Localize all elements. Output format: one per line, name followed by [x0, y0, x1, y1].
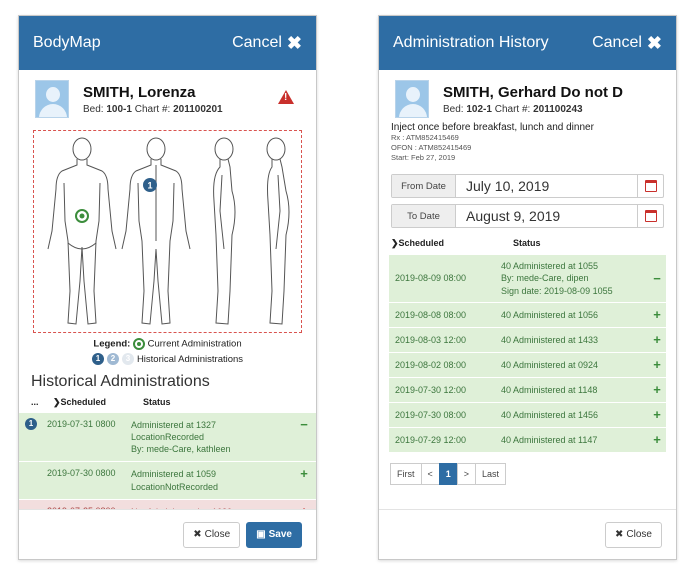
order-ofon: OFON : ATM852415469 [391, 142, 472, 152]
row-status: 40 Administered at 1148 [501, 384, 598, 395]
plus-icon[interactable]: + [653, 357, 661, 373]
column-more: ... [31, 397, 39, 407]
cancel-label: Cancel [592, 34, 642, 51]
to-date-input[interactable]: August 9, 2019 [466, 208, 561, 225]
historical-marker-1 [143, 178, 157, 192]
pager-page-1[interactable]: 1 [439, 463, 458, 485]
dialog-title: Administration History [393, 34, 549, 51]
row-status: 40 Administered at 1055 By: mede-Care, dipen Sign date: 2019-08-09 1055 [501, 261, 613, 296]
plus-icon[interactable]: + [653, 407, 661, 423]
sort-chevron-icon: ❯ [391, 238, 399, 249]
close-icon: ✖ [286, 32, 302, 53]
legend-current: Current Administration [147, 338, 242, 350]
row-scheduled: 2019-08-08 08:00 [395, 309, 467, 320]
table-header [19, 391, 316, 412]
legend-historical-label: Historical Administrations [136, 353, 244, 365]
pager-prev[interactable]: < [421, 463, 440, 485]
pager-last[interactable]: Last [475, 463, 506, 485]
plus-icon[interactable]: + [300, 466, 308, 482]
order-rx: Rx : ATM852415469 [391, 133, 459, 142]
row-status: Administered at 1059 LocationNotRecorded [131, 469, 219, 492]
plus-icon[interactable]: + [653, 332, 661, 348]
row-status: 40 Administered at 1147 [501, 434, 598, 445]
save-button[interactable]: ▣ Save [246, 522, 302, 548]
front-figure [48, 138, 116, 324]
row-scheduled: 2019-07-30 12:00 [395, 384, 467, 395]
plus-icon[interactable]: + [653, 382, 661, 398]
row-scheduled: 2019-08-03 12:00 [395, 334, 467, 345]
dialog-header [379, 16, 676, 70]
row-scheduled: 2019-07-30 08:00 [395, 409, 467, 420]
calendar-icon [645, 210, 657, 222]
legend-historical [19, 353, 316, 365]
column-status: Status [143, 397, 171, 407]
legend [19, 338, 316, 350]
column-scheduled[interactable]: ❯Scheduled [53, 397, 107, 407]
table-row[interactable] [19, 412, 316, 461]
close-icon: ✖ [193, 529, 202, 540]
row-status: 40 Administered at 0924 [501, 359, 599, 370]
current-administration-icon [133, 338, 145, 350]
table-row[interactable] [389, 403, 666, 428]
pagination [391, 463, 664, 485]
row-status: 40 Administered at 1433 [501, 334, 599, 345]
patient-banner [19, 70, 316, 124]
dialog-footer [379, 509, 676, 559]
avatar [395, 80, 429, 118]
row-status: 40 Administered at 1456 [501, 409, 599, 420]
historical-dot-3: 3 [122, 353, 134, 365]
dialog-title: BodyMap [33, 34, 101, 51]
row-status: 40 Administered at 1056 [501, 309, 599, 320]
to-date-label: To Date [392, 205, 456, 227]
plus-icon[interactable]: + [653, 432, 661, 448]
table-row[interactable] [389, 255, 666, 302]
calendar-button[interactable] [637, 205, 663, 227]
table-header [379, 228, 676, 255]
calendar-icon [645, 180, 657, 192]
column-scheduled[interactable]: ❯Scheduled [391, 238, 445, 249]
body-map-canvas[interactable] [33, 130, 302, 333]
order-details [379, 122, 676, 162]
side-figure-right [267, 138, 289, 324]
administration-history-dialog [378, 15, 677, 560]
from-date-field[interactable] [391, 174, 664, 198]
table-row[interactable] [389, 353, 666, 378]
table-row[interactable] [389, 303, 666, 328]
patient-name: SMITH, Gerhard Do not D [443, 83, 623, 101]
side-figure-left [214, 138, 235, 324]
warning-icon[interactable]: ! [278, 90, 294, 104]
back-figure [122, 138, 190, 324]
close-icon: ✖ [615, 529, 624, 540]
history-section-title: Historical Administrations [31, 373, 210, 390]
pager-first[interactable]: First [390, 463, 422, 485]
cancel-button[interactable] [592, 33, 662, 54]
legend-label: Legend: [93, 338, 131, 350]
cancel-button[interactable] [232, 33, 302, 54]
row-scheduled: 2019-07-29 12:00 [395, 434, 467, 445]
table-row[interactable] [389, 328, 666, 353]
dialog-footer [19, 509, 316, 559]
bodymap-dialog [18, 15, 317, 560]
sort-chevron-icon: ❯ [53, 397, 61, 407]
patient-banner [379, 70, 676, 122]
order-instructions: Inject once before breakfast, lunch and dinner [391, 122, 594, 133]
save-icon: ▣ [256, 529, 266, 540]
row-scheduled: 2019-08-09 08:00 [395, 273, 467, 284]
plus-icon[interactable]: + [653, 307, 661, 323]
patient-bed-chart: Bed: 100-1 Chart #: 201100201 [83, 103, 223, 115]
column-status: Status [513, 238, 541, 249]
close-button[interactable]: ✖ Close [183, 522, 240, 548]
order-start: Start: Feb 27, 2019 [391, 152, 456, 162]
table-row[interactable] [389, 378, 666, 403]
historical-dot-2: 2 [107, 353, 119, 365]
minus-icon[interactable]: − [653, 270, 661, 286]
row-scheduled: 2019-07-31 0800 [47, 419, 116, 429]
row-scheduled: 2019-08-02 08:00 [395, 359, 467, 370]
row-status: Administered at 1327 LocationRecorded By: mede-Care, kathleen [131, 420, 231, 455]
patient-bed-chart: Bed: 102-1 Chart #: 201100243 [443, 103, 583, 115]
minus-icon[interactable]: − [300, 417, 308, 432]
cancel-label: Cancel [232, 34, 282, 51]
row-scheduled: 2019-07-30 0800 [47, 468, 116, 479]
row-marker-1: 1 [25, 418, 37, 430]
patient-name: SMITH, Lorenza [83, 83, 196, 101]
body-figures [34, 131, 303, 332]
historical-marker-label: 1 [147, 180, 153, 191]
from-date-label: From Date [392, 175, 456, 197]
dialog-header [19, 16, 316, 70]
close-icon: ✖ [646, 32, 662, 53]
history-table[interactable] [379, 255, 676, 452]
calendar-button[interactable] [637, 175, 663, 197]
avatar [35, 80, 69, 118]
from-date-input[interactable]: July 10, 2019 [466, 178, 550, 195]
pager-next[interactable]: > [457, 463, 476, 485]
table-row[interactable] [19, 461, 316, 498]
table-row[interactable] [389, 428, 666, 453]
historical-dot-1: 1 [92, 353, 104, 365]
current-administration-marker [76, 210, 88, 222]
close-button[interactable]: ✖ Close [605, 522, 662, 548]
to-date-field[interactable] [391, 204, 664, 228]
